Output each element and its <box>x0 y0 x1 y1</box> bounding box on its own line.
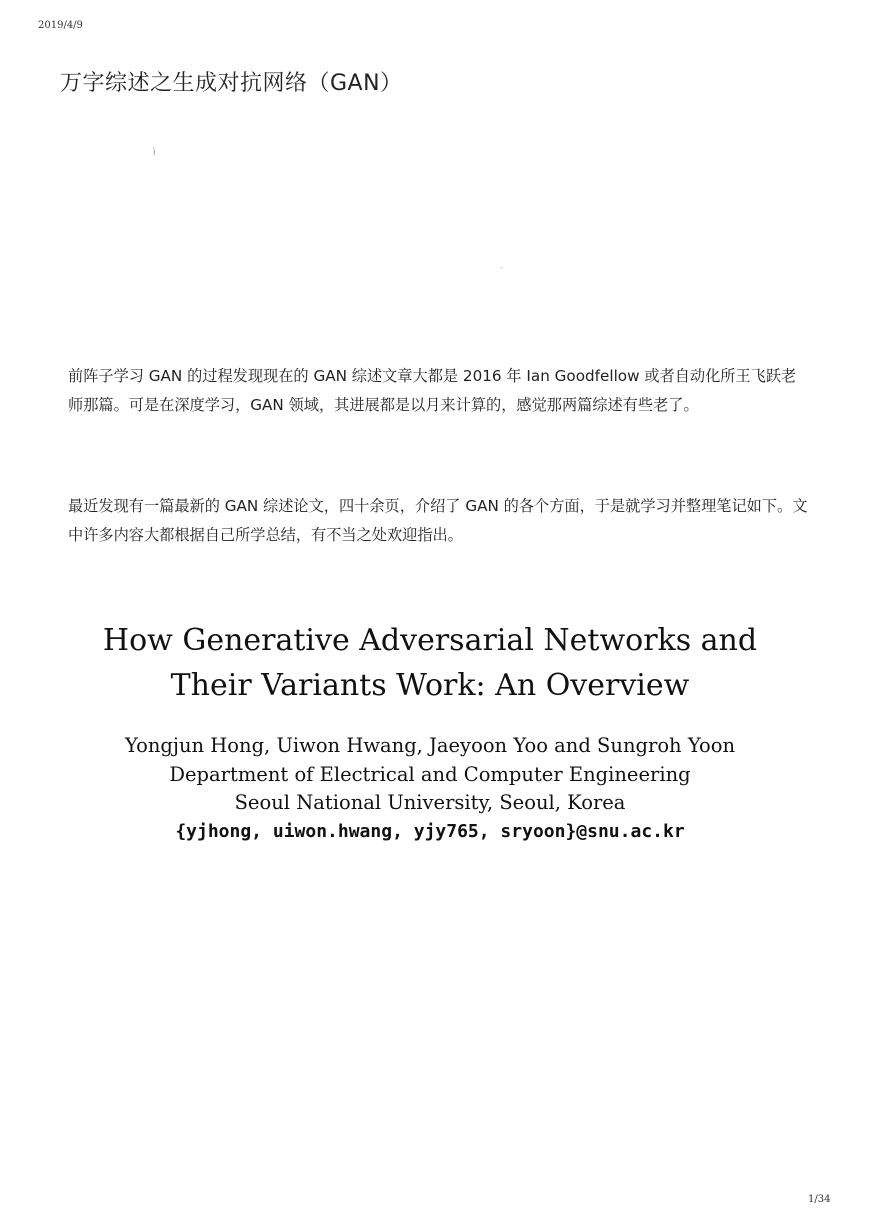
intro-paragraph: 前阵子学习 GAN 的过程发现现在的 GAN 综述文章大都是 2016 年 Ian Goodfellow 或者自动化所王飞跃老师那篇。可是在深度学习，GAN 领域，其进展都是以月来计算的，感觉那两篇综述有些老了。 <box>68 367 797 414</box>
paper-title-line: Their Variants Work: An Overview <box>170 668 690 703</box>
paper-university: Seoul National University, Seoul, Korea <box>234 791 626 814</box>
paper-emails: {yjhong, uiwon.hwang, yjy765, sryoon}@snu.ac.kr <box>175 820 685 842</box>
page-number: 1/34 <box>808 1194 831 1205</box>
stray-mark: ì <box>153 148 156 158</box>
article-title: 万字综述之生成对抗网络（GAN） <box>60 71 403 96</box>
paper-authors: Yongjun Hong, Uiwon Hwang, Jaeyoon Yoo and Sungroh Yoon <box>124 734 736 757</box>
paper-title <box>60 618 800 708</box>
paper-title-line: How Generative Adversarial Networks and <box>102 623 758 658</box>
paper-department: Department of Electrical and Computer Engineering <box>169 762 691 786</box>
print-date: 2019/4/9 <box>38 20 83 31</box>
stray-mark: - <box>500 263 504 273</box>
motivation-paragraph: 最近发现有一篇最新的 GAN 综述论文，四十余页，介绍了 GAN 的各个方面，于是就学习并整理笔记如下。文中许多内容大都根据自己所学总结，有不当之处欢迎指出。 <box>68 497 808 544</box>
stray-mark: . <box>60 114 62 121</box>
paper-author-block <box>60 732 800 846</box>
